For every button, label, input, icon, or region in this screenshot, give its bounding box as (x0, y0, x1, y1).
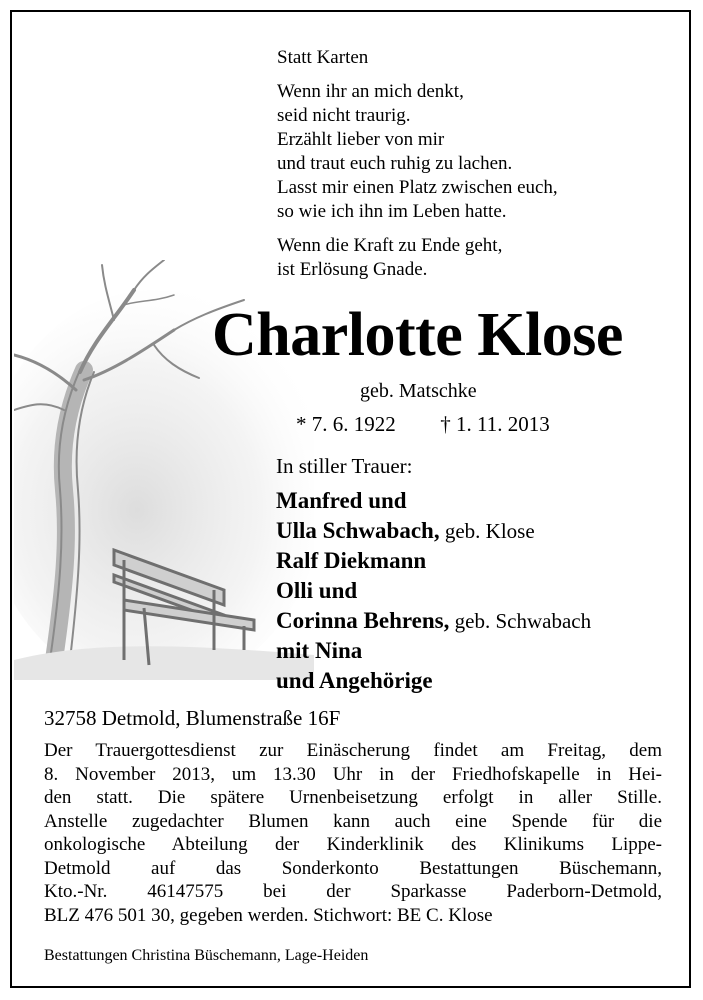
mourner-line (276, 576, 591, 606)
mourner-name: Manfred und (276, 488, 407, 513)
funeral-home-footer: Bestattungen Christina Büschemann, Lage-Heiden (44, 947, 369, 964)
mourners-list (276, 486, 591, 696)
poem-line: seid nicht traurig. (277, 105, 411, 126)
poem-line: Wenn die Kraft zu Ende geht, (277, 235, 503, 256)
announcement-line: BLZ 476 501 30, gegeben werden. Stichwort: BE C. Klose (44, 904, 493, 926)
announcement-text (44, 739, 662, 927)
mourner-line (276, 606, 591, 636)
announcement-line: Detmold auf das Sonderkonto Bestattungen Büschemann, (44, 857, 662, 879)
announcement-line: Kto.-Nr. 46147575 bei der Sparkasse Paderborn-Detmold, (44, 881, 662, 902)
mourner-suffix: geb. Schwabach (449, 609, 592, 633)
mourner-line (276, 516, 591, 546)
deceased-name: Charlotte Klose (212, 301, 623, 369)
announcement-line: onkologische Abteilung der Kinderklinik des Klinikums Lippe- (44, 834, 662, 855)
poem-stanza-1 (277, 80, 558, 224)
poem-line: ist Erlösung Gnade. (277, 259, 428, 280)
mourner-name: Olli und (276, 578, 358, 603)
mourner-suffix: geb. Klose (439, 519, 535, 543)
mourner-name: Corinna Behrens, (276, 608, 450, 633)
address: 32758 Detmold, Blumenstraße 16F (44, 706, 341, 730)
announcement-line: Der Trauergottesdienst zur Einäscherung findet am Freitag, dem (44, 740, 662, 761)
poem-line: Wenn ihr an mich denkt, (277, 81, 464, 102)
mourners-intro: In stiller Trauer: (276, 454, 413, 478)
poem-line: Erzählt lieber von mir (277, 129, 445, 150)
birth-name: geb. Matschke (360, 380, 477, 402)
mourner-name: mit Nina (276, 638, 363, 663)
mourner-name: Ulla Schwabach, (276, 518, 440, 543)
birth-date: * 7. 6. 1922 (296, 412, 396, 436)
announcement-line: Anstelle zugedachter Blumen kann auch eine Spende für die (44, 810, 662, 832)
statt-karten-header: Statt Karten (277, 47, 369, 68)
announcement-line: 8. November 2013, um 13.30 Uhr in der Friedhofskapelle in Hei- (44, 763, 662, 785)
mourner-line (276, 636, 591, 666)
mourner-line (276, 546, 591, 576)
poem-line: und traut euch ruhig zu lachen. (277, 153, 513, 174)
life-dates (296, 412, 550, 437)
poem-line: so wie ich ihn im Leben hatte. (277, 201, 507, 222)
mourner-line (276, 486, 591, 516)
mourner-name: und Angehörige (276, 668, 433, 693)
mourner-name: Ralf Diekmann (276, 548, 427, 573)
poem-line: Lasst mir einen Platz zwischen euch, (277, 177, 558, 198)
announcement-line: den statt. Die spätere Urnenbeisetzung erfolgt in aller Stille. (44, 787, 662, 808)
poem-stanza-2 (277, 234, 502, 282)
mourner-line (276, 666, 591, 696)
death-date: † 1. 11. 2013 (440, 412, 550, 436)
